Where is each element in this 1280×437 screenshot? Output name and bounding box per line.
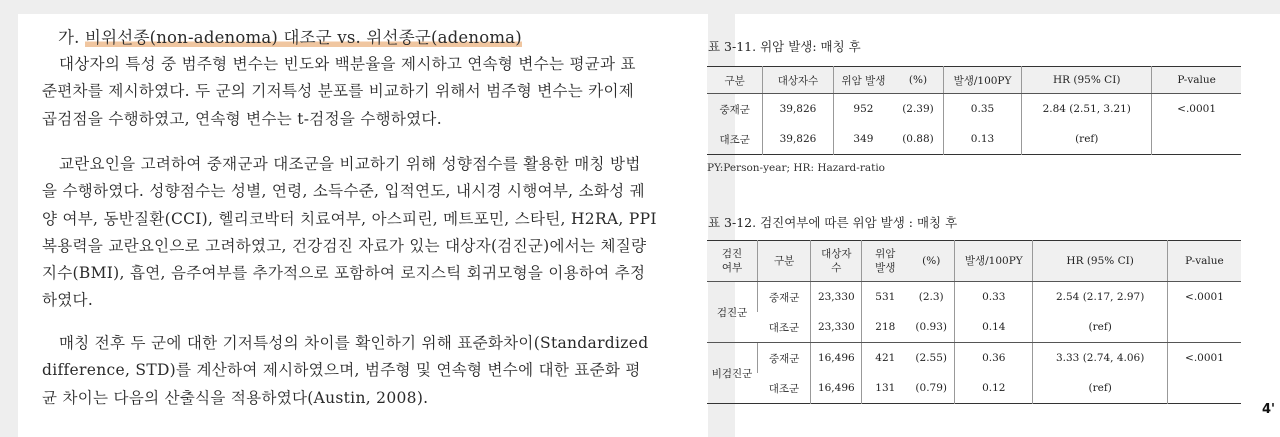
table-cell: (ref) <box>1022 124 1152 155</box>
table-cell: <.0001 <box>1152 94 1241 125</box>
table-cell: 0.14 <box>955 312 1033 343</box>
column-header: 대상자수 <box>763 67 833 94</box>
group-label: 검진군 <box>707 282 758 343</box>
table-cell <box>1152 124 1241 155</box>
column-header: HR (95% CI) <box>1022 67 1152 94</box>
table-cell: 421 <box>862 343 908 374</box>
table-cell: 0.12 <box>955 373 1033 404</box>
table-cell: (0.79) <box>915 382 947 394</box>
table-2-title: 표 3-12. 검진여부에 따른 위암 발생 : 매칭 후 <box>708 215 958 230</box>
paragraph-line: 지수(BMI), 흡연, 음주여부를 추가적으로 포함하여 로지스틱 회귀모형을 이용하여 추정 <box>42 264 646 283</box>
paragraph-line: 교란요인을 고려하여 중재군과 대조군을 비교하기 위해 성향점수를 활용한 매칭 방법 <box>59 155 641 173</box>
heading-prefix: 가. <box>58 28 86 47</box>
paragraph-line: 을 수행하였다. 성향점수는 성별, 연령, 소득수준, 입적연도, 내시경 시행여부, 소화성 궤 <box>42 182 645 201</box>
table-cell: 16,496 <box>811 373 862 404</box>
table-cell: 중재군 <box>758 343 811 374</box>
table-cell <box>1167 373 1241 404</box>
paragraph-line: 양 여부, 동반질환(CCI), 헬리코박터 치료여부, 아스피린, 메트포민, 스타틴, H2RA, PPI <box>42 209 657 228</box>
paragraph-line: 복용력을 교란요인으로 고려하였고, 건강검진 자료가 있는 대상자(검진군)에서는 체질량 <box>42 236 647 255</box>
paragraph-line: 균 차이는 다음의 산출식을 적용하였다(Austin, 2008). <box>42 388 429 407</box>
column-header: HR (95% CI) <box>1033 241 1168 282</box>
table-1-note: PY:Person-year; HR: Hazard-ratio <box>707 162 885 174</box>
table-header-row <box>707 241 1241 282</box>
heading-text: 비위선종(non-adenoma) 대조군 vs. 위선종군(adenoma) <box>85 28 522 47</box>
table-cell: 0.35 <box>943 94 1022 125</box>
table-cell: 531 <box>862 282 908 313</box>
table-cell: 218 <box>862 312 908 343</box>
table-cell: 0.13 <box>943 124 1022 155</box>
table-cell: 중재군 <box>758 282 811 313</box>
table-cell: 23,330 <box>811 282 862 313</box>
table-cell: 131 <box>862 373 908 404</box>
table-cell: (2.3) <box>918 291 944 303</box>
table-cell: <.0001 <box>1167 343 1241 374</box>
table-cell: 39,826 <box>763 124 833 155</box>
paragraph-3 <box>42 330 687 412</box>
table-row <box>707 312 1241 343</box>
table-cell: 2.54 (2.17, 2.97) <box>1033 282 1168 313</box>
table-cell: 349 <box>833 124 893 155</box>
table-cell: (2.39) <box>902 103 934 115</box>
section-heading <box>58 24 522 48</box>
column-header: 구분 <box>758 241 811 282</box>
table-cell: 3.33 (2.74, 4.06) <box>1033 343 1168 374</box>
table-row <box>707 343 1241 374</box>
table-cell: 16,496 <box>811 343 862 374</box>
column-header: P-value <box>1167 241 1241 282</box>
table-cell: <.0001 <box>1167 282 1241 313</box>
page-number: 4' <box>1262 402 1276 417</box>
table-cell: 중재군 <box>719 103 750 116</box>
column-header: 발생/100PY <box>955 241 1033 282</box>
table-cell: 39,826 <box>763 94 833 125</box>
paragraph-line: 대상자의 특성 중 범주형 변수는 빈도와 백분율을 제시하고 연속형 변수는 평균과 표 <box>59 55 636 73</box>
paragraph-line: 곱검점을 수행하였고, 연속형 변수는 t-검정을 수행하였다. <box>42 109 442 128</box>
column-header: 대상자 수 <box>811 241 862 282</box>
table-cell: 23,330 <box>811 312 862 343</box>
table-cell: 2.84 (2.51, 3.21) <box>1022 94 1152 125</box>
table-2 <box>707 240 1241 404</box>
table-row <box>707 94 1241 125</box>
paragraph-line: difference, STD)를 계산하여 제시하였으며, 범주형 및 연속형 변수에 대한 표준화 평 <box>42 361 641 380</box>
table-cell: (0.88) <box>902 133 934 145</box>
column-header: (%) <box>908 241 954 282</box>
table-cell: (2.55) <box>915 352 947 364</box>
table-row <box>707 124 1241 155</box>
column-header: (%) <box>893 67 943 94</box>
table-cell: (ref) <box>1033 373 1168 404</box>
table-cell: 대조군 <box>719 133 750 146</box>
table-cell: 대조군 <box>768 382 800 395</box>
table-cell: (0.93) <box>908 312 954 343</box>
table-cell: 0.33 <box>955 282 1033 313</box>
paragraph-line: 준편차를 제시하였다. 두 군의 기저특성 분포를 비교하기 위해서 범주형 변수는 카이제 <box>42 82 635 101</box>
paragraph-line: 하였다. <box>42 291 94 310</box>
table-cell <box>1167 312 1241 343</box>
column-header: 검진 여부 <box>707 241 758 282</box>
column-header: P-value <box>1152 67 1241 94</box>
table-row <box>707 373 1241 404</box>
table-cell: 952 <box>833 94 893 125</box>
group-label: 비검진군 <box>711 367 753 380</box>
paragraph-2 <box>42 151 687 315</box>
table-1 <box>707 66 1241 155</box>
paragraph-1 <box>42 51 687 133</box>
table-cell: 0.36 <box>955 343 1033 374</box>
column-header: 위암 발생 <box>862 241 908 282</box>
paragraph-line: 매칭 전후 두 군에 대한 기저특성의 차이를 확인하기 위해 표준화차이(Standardized <box>59 334 649 352</box>
table-row <box>707 282 1241 313</box>
column-header: 위암 발생 <box>833 67 893 94</box>
table-header-row <box>707 67 1241 94</box>
table-1-title: 표 3-11. 위암 발생: 매칭 후 <box>708 39 861 54</box>
table-cell: (ref) <box>1033 312 1168 343</box>
column-header: 발생/100PY <box>943 67 1022 94</box>
column-header: 구분 <box>707 67 763 94</box>
table-cell: 대조군 <box>758 312 811 343</box>
